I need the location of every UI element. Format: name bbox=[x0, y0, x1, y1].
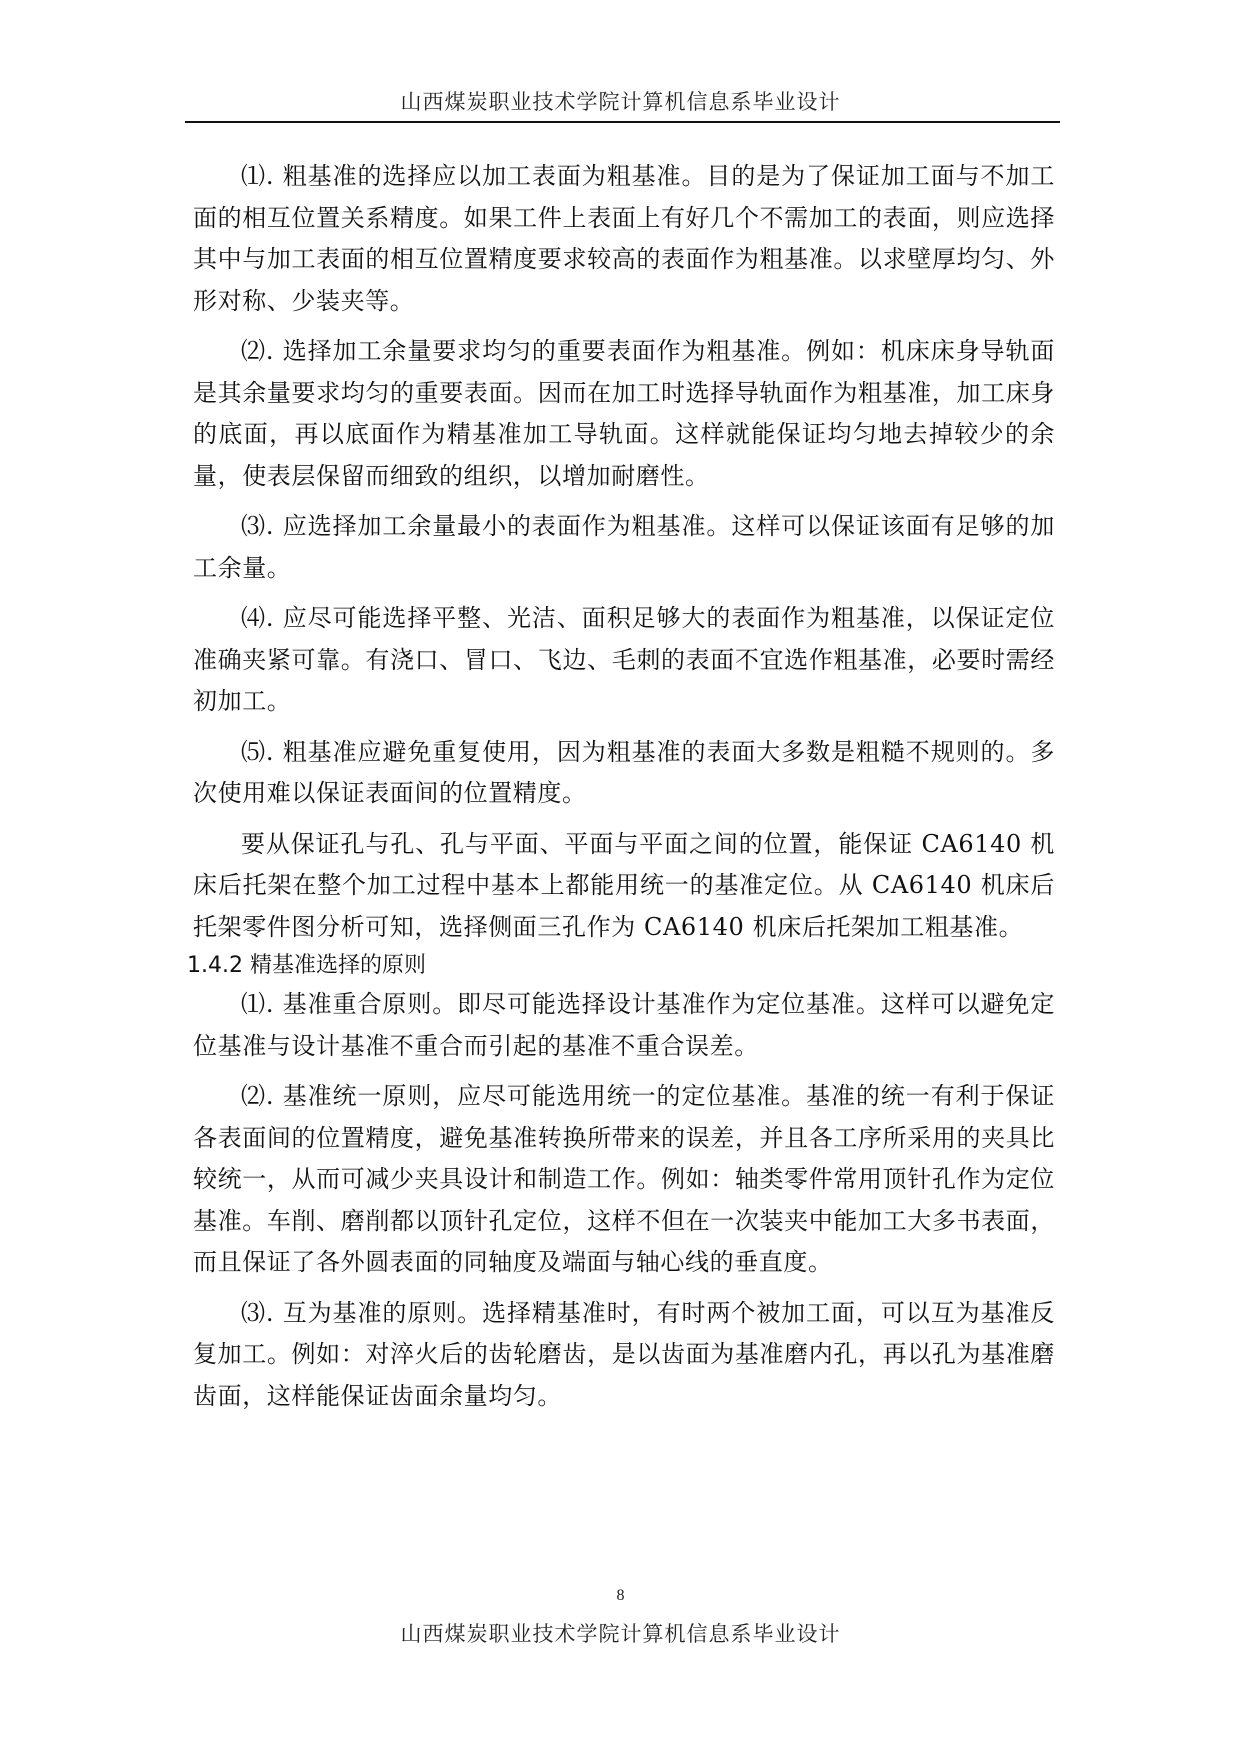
section-heading: 1.4.2 精基准选择的原则 bbox=[187, 953, 426, 978]
paragraph-coarse-datum-5: ⑸. 粗基准应避免重复使用，因为粗基准的表面大多数是粗糙不规则的。多次使用难以保证表面间的位置精度。 bbox=[193, 737, 1055, 807]
paragraph-coarse-datum-3: ⑶. 应选择加工余量最小的表面作为粗基准。这样可以保证该面有足够的加工余量。 bbox=[193, 512, 1055, 582]
page-number: 8 bbox=[616, 1587, 625, 1604]
paragraph-fine-datum-1: ⑴. 基准重合原则。即尽可能选择设计基准作为定位基准。这样可以避免定位基准与设计基准不重合而引起的基准不重合误差。 bbox=[193, 990, 1055, 1060]
document-body bbox=[187, 156, 1055, 1417]
page-header-title: 山西煤炭职业技术学院计算机信息系毕业设计 bbox=[400, 90, 841, 114]
paragraph-coarse-datum-2: ⑵. 选择加工余量要求均匀的重要表面作为粗基准。例如：机床床身导轨面是其余量要求均匀的重要表面。因而在加工时选择导轨面作为粗基准，加工床身的底面，再以底面作为精基准加工导轨面。这样就能保证均匀地去掉较少的余量，使表层保留而细致的组织，以增加耐磨性。 bbox=[193, 337, 1055, 490]
paragraph-coarse-datum-1: ⑴. 粗基准的选择应以加工表面为粗基准。目的是为了保证加工面与不加工面的相互位置关系精度。如果工件上表面上有好几个不需加工的表面，则应选择其中与加工表面的相互位置精度要求较高的表面作为粗基准。以求壁厚均匀、外形对称、少装夹等。 bbox=[193, 162, 1055, 315]
header-divider bbox=[185, 121, 1060, 123]
paragraph-fine-datum-2: ⑵. 基准统一原则，应尽可能选用统一的定位基准。基准的统一有利于保证各表面间的位置精度，避免基准转换所带来的误差，并且各工序所采用的夹具比较统一，从而可减少夹具设计和制造工作。例如：轴类零件常用顶针孔作为定位基准。车削、磨削都以顶针孔定位，这样不但在一次装夹中能加工大多书表面，而且保证了各外圆表面的同轴度及端面与轴心线的垂直度。 bbox=[193, 1082, 1055, 1276]
paragraph-coarse-datum-4: ⑷. 应尽可能选择平整、光洁、面积足够大的表面作为粗基准，以保证定位准确夹紧可靠。有浇口、冒口、飞边、毛刺的表面不宜选作粗基准，必要时需经初加工。 bbox=[193, 604, 1055, 715]
paragraph-coarse-datum-summary: 要从保证孔与孔、孔与平面、平面与平面之间的位置，能保证 CA6140 机床后托架在整个加工过程中基本上都能用统一的基准定位。从 CA6140 机床后托架零件图分析可知，选择侧面三孔作为 CA6140 机床后托架加工粗基准。 bbox=[193, 829, 1055, 941]
page-footer-title: 山西煤炭职业技术学院计算机信息系毕业设计 bbox=[400, 1622, 841, 1646]
paragraph-fine-datum-3: ⑶. 互为基准的原则。选择精基准时，有时两个被加工面，可以互为基准反复加工。例如：对淬火后的齿轮磨齿，是以齿面为基准磨内孔，再以孔为基准磨齿面，这样能保证齿面余量均匀。 bbox=[193, 1298, 1055, 1410]
